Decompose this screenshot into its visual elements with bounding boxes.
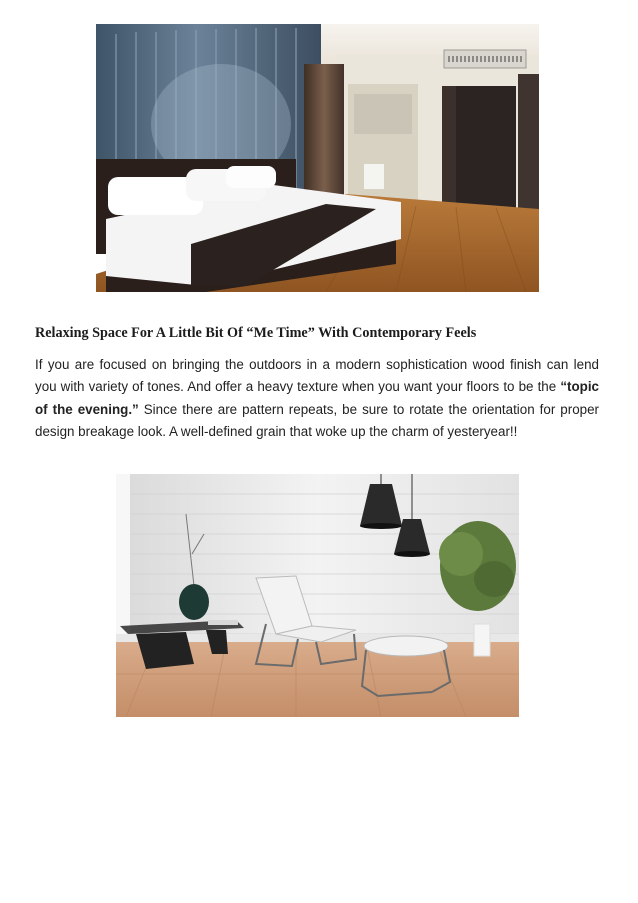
article-paragraph <box>35 354 599 444</box>
bedroom-photo-graphic <box>96 24 539 292</box>
paragraph-emphasis: “topic of the evening.” <box>35 379 599 417</box>
bedroom-photo <box>96 24 539 292</box>
living-room-photo <box>116 474 519 717</box>
paragraph-text-2: Since there are pattern repeats, be sure to rotate the orientation for proper design breakage look. A well-defined grain that woke up the charm of yesteryear!! <box>35 401 599 440</box>
article-heading: Relaxing Space For A Little Bit Of “Me Time” With Contemporary Feels <box>35 325 477 341</box>
paragraph-text-1: If you are focused on bringing the outdoors in a modern sophistication wood finish can lend you with variety of tones. And offer a heavy texture when you want your floors to be the <box>35 357 599 395</box>
living-room-photo-graphic <box>116 474 519 717</box>
